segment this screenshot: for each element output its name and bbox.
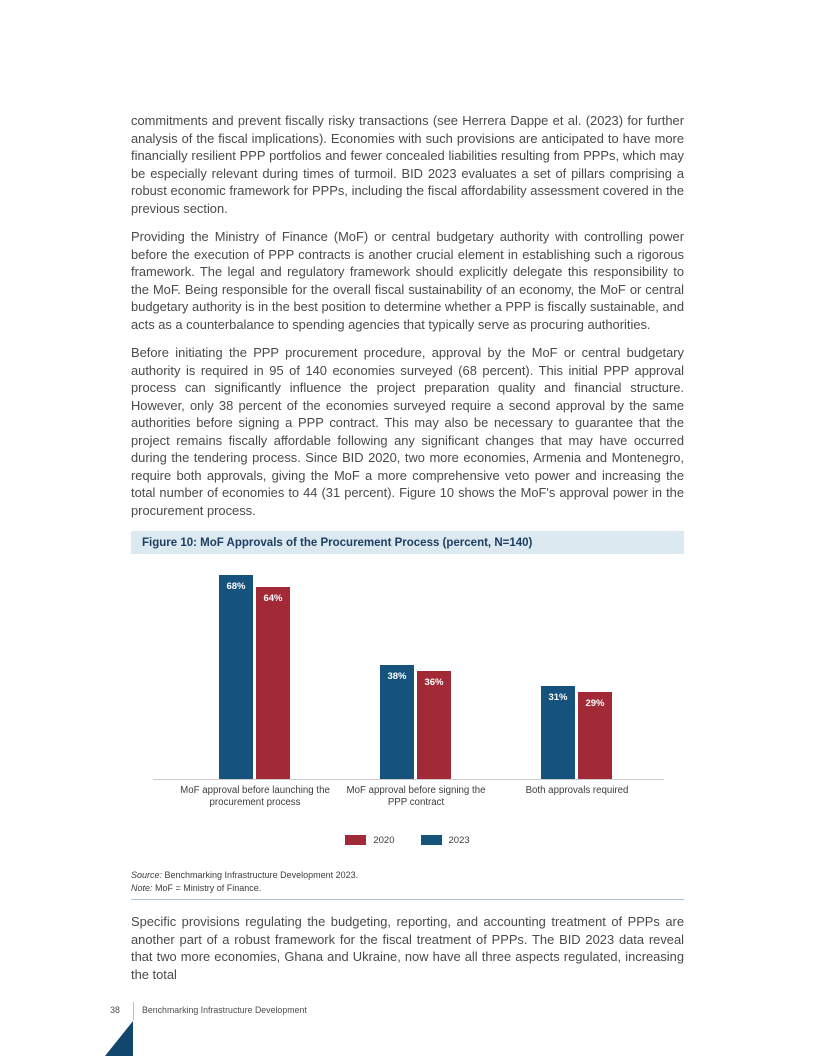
chart-legend <box>131 834 684 846</box>
legend-swatch-2023 <box>421 835 442 845</box>
footer-divider <box>133 1002 134 1020</box>
bar-value-label: 64% <box>263 593 283 604</box>
paragraph-specific-provisions: Specific provisions regulating the budgeting, reporting, and accounting treatment of PPPs are another part of a robust framework for the fiscal treatment of PPPs. The BID 2023 data reveal that two more economies, Ghana and Ukraine, now have all three aspects regulated, increasing the total <box>131 914 684 982</box>
note-text: MoF = Ministry of Finance. <box>152 883 262 893</box>
bar-value-label: 36% <box>424 677 444 688</box>
page-content <box>131 0 684 994</box>
source-label: Source: <box>131 870 163 880</box>
category-label: MoF approval before signing the PPP contract <box>346 785 486 808</box>
figure-source-line <box>131 869 684 882</box>
legend-item-2020 <box>345 834 394 846</box>
bar-2020 <box>417 671 451 779</box>
bar-value-label: 31% <box>548 692 568 703</box>
bar-value-label: 29% <box>585 698 605 709</box>
bar-group <box>541 686 612 779</box>
bar-value-label: 68% <box>226 581 246 592</box>
paragraph-before-initiating: Before initiating the PPP procurement procedure, approval by the MoF or central budgetary authority is required in 95 of 140 economies surveyed (68 percent). This initial PPP approval process can significantly influence the project preparation quality and financial structure. However, only 38 percent of the economies surveyed require a second approval by the same authorities before signing a PPP contract. This may also be necessary to guarantee that the project remains fiscally affordable following any significant changes that may have occurred during the tendering process. Since BID 2020, two more economies, Armenia and Montenegro, require both approvals, giving the MoF a more comprehensive veto power and increasing the total number of economies to 44 (31 percent). Figure 10 shows the MoF's approval power in the procurement process. <box>131 345 684 518</box>
note-label: Note: <box>131 883 153 893</box>
category-label: Both approvals required <box>525 785 629 796</box>
footer-title: Benchmarking Infrastructure Development <box>142 1005 307 1015</box>
legend-label: 2020 <box>373 834 395 846</box>
bar-2023 <box>219 575 253 779</box>
page-footer <box>0 1001 816 1021</box>
category-labels-row <box>131 780 684 816</box>
legend-item-2023 <box>421 834 470 846</box>
figure-10-block <box>131 531 684 900</box>
figure-note-line <box>131 882 684 895</box>
source-text: Benchmarking Infrastructure Development 2023. <box>162 870 359 880</box>
bar-value-label: 38% <box>387 671 407 682</box>
bar-group <box>380 665 451 779</box>
bar-chart <box>131 554 684 780</box>
bar-2020 <box>578 692 612 779</box>
bar-2020 <box>256 587 290 779</box>
paragraph-providing-mof: Providing the Ministry of Finance (MoF) or central budgetary authority with controlling power before the execution of PPP contracts is another crucial element in establishing such a rigorous framework. The legal and regulatory framework should explicitly delegate this responsibility to the MoF. Being responsible for the overall fiscal sustainability of an economy, the MoF or central budgetary authority is in the best position to determine whether a PPP is fiscally sustainable, and acts as a counterbalance to spending agencies that typically serve as procuring authorities. <box>131 229 684 332</box>
paragraph-commitments: commitments and prevent fiscally risky transactions (see Herrera Dappe et al. (2023) for further analysis of the fiscal implications). Economies with such provisions are anticipated to have more financially resilient PPP portfolios and fewer concealed liabilities resulting from PPPs, which may be especially relevant during times of turmoil. BID 2023 evaluates a set of pillars comprising a robust economic framework for PPPs, including the fiscal affordability assessment covered in the previous section. <box>131 113 684 216</box>
category-label: MoF approval before launching the procurement process <box>180 785 330 808</box>
bar-2023 <box>380 665 414 779</box>
bar-group <box>219 575 290 779</box>
bar-2023 <box>541 686 575 779</box>
page-number: 38 <box>110 1005 120 1015</box>
corner-wedge-decoration <box>105 1021 133 1056</box>
legend-label: 2023 <box>448 834 470 846</box>
legend-swatch-2020 <box>345 835 366 845</box>
figure-notes <box>131 869 684 895</box>
figure-title: Figure 10: MoF Approvals of the Procurement Process (percent, N=140) <box>131 531 684 554</box>
